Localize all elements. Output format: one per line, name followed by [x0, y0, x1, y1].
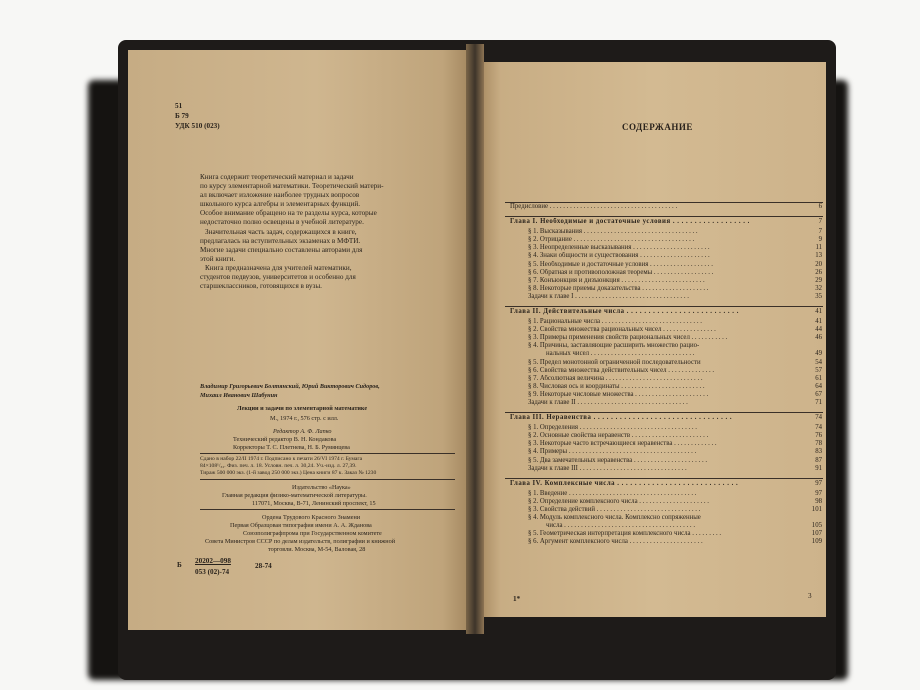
toc-entry — [510, 522, 822, 530]
toc-entry-page: 74 — [815, 414, 822, 422]
print-data-3: Тираж 500 000 экз. (1-й завод 250 000 экз.) Цена книги 87 к. Заказ № 1230 — [200, 470, 377, 476]
toc-entry-title: § 3. Некоторые часто встречающиеся неравенства . . . . . . . . . . . . . — [528, 440, 717, 448]
toc-entry-page: 87 — [815, 456, 822, 464]
toc-entry-title: § 8. Числовая ось и координаты . . . . . . . . . . . . . . . . . . . . . . . . . — [528, 382, 705, 390]
toc-entry-page: 32 — [815, 284, 822, 292]
toc-entry-title: § 2. Основные свойства неравенств . . . . . . . . . . . . . . . . . . . . . . . — [528, 432, 709, 440]
toc-entry-page: 20 — [815, 260, 822, 268]
toc-entry-title: § 7. Абсолютная величина . . . . . . . . . . . . . . . . . . . . . . . . . . . . . — [528, 374, 703, 382]
toc-entry-title: § 3. Примеры применения свойств рациональных чисел . . . . . . . . . . . — [528, 334, 728, 342]
page-number: 3 — [808, 592, 812, 600]
book-title: Лекции и задачи по элементарной математике — [237, 405, 368, 412]
toc-entry-title: Задачи к главе III . . . . . . . . . . . . . . . . . . . . . . . . . . . . . . . . — [528, 464, 687, 472]
toc-entry-page: 105 — [811, 522, 822, 530]
toc-entry-page: 9 — [818, 236, 822, 244]
printer-line-2: Первая Образцовая типография имени А. А. Жданова — [230, 522, 372, 529]
toc-entry-page: 44 — [815, 326, 822, 334]
toc-entry-title: Задачи к главе II . . . . . . . . . . . . . . . . . . . . . . . . . . . . . . . . . — [528, 399, 688, 406]
toc-entry — [510, 530, 822, 538]
abstract-line: по курсу элементарной математики. Теоретический матери- — [200, 182, 384, 190]
toc-entry-title: § 3. Свойства действий . . . . . . . . . . . . . . . . . . . . . . . . . . . . . . . — [528, 505, 701, 513]
toc-entry — [510, 440, 822, 448]
toc-entry-page: 11 — [815, 244, 822, 252]
toc-entry-title: Глава II. Действительные числа . . . . . . . . . . . . . . . . . . . . . . . . . . — [510, 308, 739, 315]
printer-line-1: Ордена Трудового Красного Знамени — [262, 514, 361, 521]
toc-entry-title: § 2. Определение комплексного числа . . . . . . . . . . . . . . . . . . . . . — [528, 497, 709, 505]
toc-entry-page: 13 — [815, 252, 822, 260]
toc-entry-title: § 5. Два замечательных неравенства . . . . . . . . . . . . . . . . . . . . . . — [528, 456, 708, 464]
toc-entry — [510, 432, 822, 440]
toc-entry-title: Предисловие . . . . . . . . . . . . . . . . . . . . . . . . . . . . . . . . . . . . . . — [510, 203, 678, 210]
toc-entry-title: § 5. Необходимые и достаточные условия . . . . . . . . . . . . . . . . . . . — [528, 260, 713, 268]
toc-entry-title: § 6. Свойства множества действительных чисел . . . . . . . . . . . . . . — [528, 366, 715, 374]
print-data-1: Сдано в набор 22/II 1974 г. Подписано к печати 26/VI 1974 г. Бумага — [200, 456, 363, 462]
toc-entry — [510, 334, 822, 342]
toc-chapter-rule — [505, 412, 823, 413]
toc-entry-page: 7 — [818, 218, 822, 226]
toc-entry-title: § 2. Свойства множества рациональных чисел . . . . . . . . . . . . . . . . — [528, 326, 716, 334]
toc-entry — [510, 498, 822, 506]
publisher-line-2: Главная редакция физико-математической литературы. — [222, 492, 367, 499]
authors-line-1: Владимир Григорьевич Болтянский, Юрий Викторович Сидоров, — [200, 383, 380, 390]
toc-entry — [510, 203, 822, 211]
toc-entry — [510, 269, 822, 277]
toc-entry — [510, 457, 822, 465]
editor-credit: Редактор А. Ф. Лапко — [273, 428, 332, 435]
toc-entry-title: § 4. Причины, заставляющие расширить множество рацио- — [528, 342, 700, 350]
abstract-line: старшеклассников, готовящихся в вузы. — [200, 282, 322, 290]
toc-heading: СОДЕРЖАНИЕ — [622, 122, 693, 132]
toc-entry-title: § 4. Знаки общности и существования . . . . . . . . . . . . . . . . . . . . . — [528, 252, 710, 260]
toc-entry-page — [804, 342, 822, 350]
toc-entry — [510, 261, 822, 269]
toc-entry — [510, 228, 822, 236]
toc-entry — [510, 252, 822, 260]
toc-entry-page: 54 — [815, 358, 822, 366]
abstract-line: Значительная часть задач, содержащихся в книге, — [205, 228, 357, 236]
toc-chapter — [510, 414, 822, 422]
toc-entry-title: § 8. Некоторые приемы доказательства . . . . . . . . . . . . . . . . . . . . — [528, 284, 709, 292]
toc-entry-page: 46 — [815, 334, 822, 342]
toc-entry — [510, 359, 822, 367]
toc-entry-title: Глава I. Необходимые и достаточные условия . . . . . . . . . . . . . . . . . . — [510, 218, 750, 226]
code-bbk: 51 — [175, 102, 183, 110]
abstract-line: этой книги. — [200, 255, 236, 263]
abstract-line: предлагалась на вступительных экзаменах в МФТИ. — [200, 237, 361, 245]
toc-entry — [510, 448, 822, 456]
toc-entry-title: § 5. Предел монотонной ограниченной последовательности — [528, 358, 701, 366]
toc-entry-title: § 7. Конъюнкция и дизъюнкция . . . . . . . . . . . . . . . . . . . . . . . . . — [528, 276, 705, 284]
book-spine-gutter — [466, 44, 484, 634]
toc-entry-page: 76 — [815, 432, 822, 440]
toc-entry — [510, 375, 822, 383]
printer-line-4: Совета Министров СССР по делам издательств, полиграфии и книжной — [205, 538, 396, 545]
index-letter: Б — [177, 561, 182, 569]
toc-entry — [510, 490, 822, 498]
toc-chapter-rule — [505, 306, 823, 307]
toc-entry — [510, 244, 822, 252]
printer-line-5: торговли. Москва, М-54, Валовая, 28 — [268, 546, 366, 553]
toc-entry-page: 97 — [815, 479, 822, 487]
abstract-line: студентов педвузов, университетов и особенно для — [200, 273, 356, 281]
toc-entry-page: 97 — [815, 489, 822, 497]
abstract-line: Многие задачи специально составлены авторами для — [200, 246, 363, 254]
proofreaders-credit: Корректоры Т. С. Плетнева, Н. Б. Румянцева — [233, 444, 350, 451]
printer-line-3: Союзполиграфпрома при Государственном комитете — [243, 530, 382, 537]
toc-chapter — [510, 480, 822, 488]
toc-entry — [510, 538, 822, 546]
toc-entry-page: 109 — [811, 538, 822, 546]
toc-entry-page: 67 — [815, 390, 822, 398]
toc-entry-title: § 6. Аргумент комплексного числа . . . . . . . . . . . . . . . . . . . . . . — [528, 538, 703, 546]
toc-entry-title: § 5. Геометрическая интерпретация комплексного числа . . . . . . . . . — [528, 530, 722, 538]
abstract-line: Особое внимание обращено на те разделы курса, которые — [200, 209, 377, 217]
toc-entry-title: Глава III. Неравенства . . . . . . . . . . . . . . . . . . . . . . . . . . . . . . . . — [510, 414, 733, 422]
toc-entry-title: § 2. Отрицание . . . . . . . . . . . . . . . . . . . . . . . . . . . . . . . . . . . . — [528, 236, 695, 244]
toc-entry — [510, 342, 822, 350]
toc-entry-page: 71 — [815, 399, 822, 406]
toc-entry-title: § 1. Рациональные числа . . . . . . . . . . . . . . . . . . . . . . . . . . . . . . — [528, 318, 702, 325]
divider — [200, 509, 455, 510]
toc-entry — [510, 293, 822, 301]
toc-entry-title: § 3. Неопределенные высказывания . . . . . . . . . . . . . . . . . . . . . . . — [528, 244, 710, 252]
signature-mark: 1* — [513, 595, 521, 603]
toc-entry — [510, 236, 822, 244]
toc-entry-title: § 9. Некоторые числовые множества . . . . . . . . . . . . . . . . . . . . . . — [528, 390, 709, 398]
toc-entry-title: § 1. Введение . . . . . . . . . . . . . . . . . . . . . . . . . . . . . . . . . . . . . . — [528, 489, 697, 497]
index-number: 20202—098 — [195, 557, 231, 565]
publisher-line-1: Издательство «Наука» — [292, 484, 351, 491]
toc-chapter-rule — [505, 216, 823, 217]
tech-editor-credit: Технический редактор В. Н. Кондакова — [233, 436, 337, 443]
toc-entry — [510, 391, 822, 399]
toc-entry-page: 64 — [815, 382, 822, 390]
toc-entry-title: нальных чисел . . . . . . . . . . . . . . . . . . . . . . . . . . . . . . . — [546, 350, 695, 358]
toc-entry-page: 107 — [811, 530, 822, 538]
code-author-mark: Б 79 — [175, 112, 189, 120]
toc-entry-title: § 1. Высказывания . . . . . . . . . . . . . . . . . . . . . . . . . . . . . . . . . . — [528, 228, 698, 236]
toc-entry-title: числа . . . . . . . . . . . . . . . . . . . . . . . . . . . . . . . . . . . . . . . — [546, 522, 696, 530]
toc-entry — [510, 399, 822, 407]
abstract-line: школьного курса алгебры и элементарных функций. — [200, 200, 361, 208]
toc-entry — [510, 367, 822, 375]
divider — [200, 479, 455, 480]
index-number-2: 053 (02)-74 — [195, 568, 230, 576]
toc-entry-page: 41 — [815, 318, 822, 325]
print-data-2: 84×108¹/₃₂. Физ. печ. л. 18. Условн. печ. л. 30,24. Уч.-изд. л. 27,39. — [200, 463, 357, 469]
toc-entry — [510, 465, 822, 473]
toc-entry-page: 7 — [818, 228, 822, 236]
toc-entry — [510, 506, 822, 514]
index-side: 28-74 — [255, 562, 272, 570]
abstract-line: ал включает изложение наиболее трудных вопросов — [200, 191, 360, 199]
toc-entry-title: § 4. Примеры . . . . . . . . . . . . . . . . . . . . . . . . . . . . . . . . . . . . . . — [528, 448, 697, 456]
publisher-line-3: 117071, Москва, В-71, Ленинский проспект, 15 — [252, 500, 376, 507]
toc-entry-page: 78 — [815, 440, 822, 448]
toc-entry — [510, 277, 822, 285]
toc-entry — [510, 350, 822, 358]
toc-entry-page: 57 — [815, 366, 822, 374]
toc-entry — [510, 318, 822, 326]
toc-entry-page: 26 — [815, 268, 822, 276]
toc-entry-page: 91 — [815, 464, 822, 472]
abstract-line: недостаточно полно освещены в учебной литературе. — [200, 218, 364, 226]
abstract-line: Книга содержит теоретический материал и задачи — [200, 173, 354, 181]
toc-entry-page: 41 — [815, 308, 822, 315]
toc-entry-page: 101 — [811, 505, 822, 513]
toc-chapter — [510, 308, 822, 316]
toc-entry — [510, 326, 822, 334]
toc-entry-page: 74 — [815, 424, 822, 432]
toc-entry-title: Задачи к главе I . . . . . . . . . . . . . . . . . . . . . . . . . . . . . . . . . . — [528, 292, 689, 300]
toc-entry-title: § 6. Обратная и противоположная теоремы . . . . . . . . . . . . . . . . . . — [528, 268, 714, 276]
toc-entry-title: § 4. Модуль комплексного числа. Комплексно сопряженные — [528, 514, 701, 521]
toc-entry-page: 29 — [815, 276, 822, 284]
toc-entry — [510, 285, 822, 293]
toc-entry-page: 35 — [815, 292, 822, 300]
toc-entry-title: § 1. Определения . . . . . . . . . . . . . . . . . . . . . . . . . . . . . . . . . . . — [528, 424, 697, 432]
toc-entry-page: 98 — [815, 497, 822, 505]
authors-line-2: Михаил Иванович Шабунин — [200, 392, 278, 399]
toc-chapter-rule — [505, 478, 823, 479]
toc-entry-page: 6 — [818, 203, 822, 210]
toc-entry-title: Глава IV. Комплексные числа . . . . . . . . . . . . . . . . . . . . . . . . . . . . — [510, 479, 739, 487]
code-udk: УДК 510 (023) — [175, 122, 220, 130]
toc-entry-page: 49 — [815, 350, 822, 358]
toc-chapter — [510, 218, 822, 226]
abstract-line: Книга предназначена для учителей математики, — [205, 264, 352, 272]
divider — [200, 453, 455, 454]
toc-entry-page — [804, 514, 822, 522]
toc-entry-page: 83 — [815, 448, 822, 456]
publication-info: М., 1974 г., 576 стр. с илл. — [270, 415, 339, 422]
toc-entry — [510, 424, 822, 432]
toc-entry-page: 61 — [815, 374, 822, 382]
toc-entry — [510, 383, 822, 391]
toc-entry — [510, 514, 822, 522]
